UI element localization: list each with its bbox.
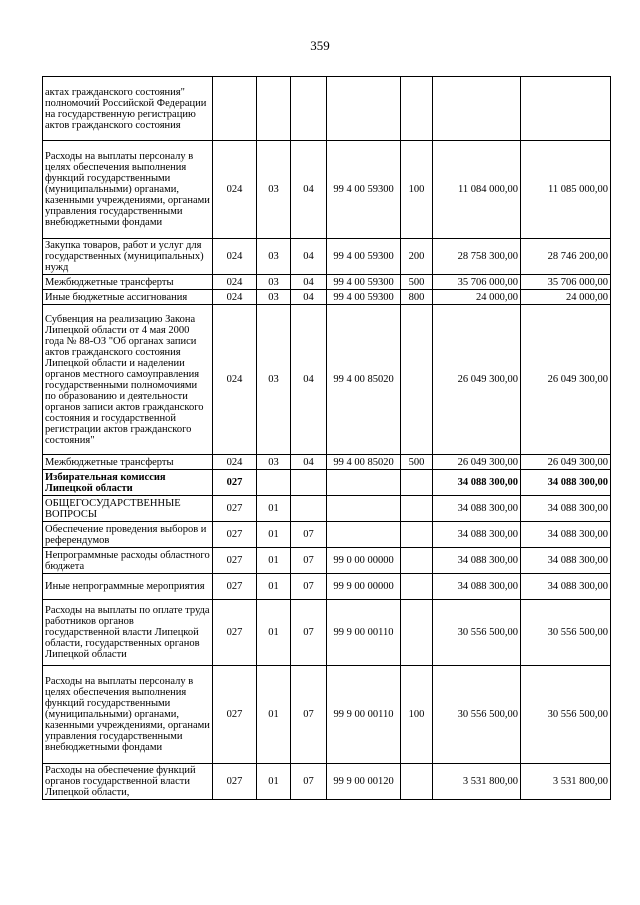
cell-subsection: 04	[291, 290, 327, 305]
cell-amount-year2: 24 000,00	[521, 290, 611, 305]
table-row	[43, 290, 611, 305]
cell-name: актах гражданского состояния" полномочий Российской Федерации на государственную регистрацию актов гражданского состояния	[43, 77, 213, 141]
cell-subsection	[291, 496, 327, 522]
cell-section: 01	[257, 496, 291, 522]
cell-name: ОБЩЕГОСУДАРСТВЕННЫЕ ВОПРОСЫ	[43, 496, 213, 522]
table-row	[43, 764, 611, 800]
cell-amount-year1: 26 049 300,00	[433, 305, 521, 455]
cell-admin-code: 027	[213, 666, 257, 764]
cell-expense-kind	[401, 496, 433, 522]
cell-name: Расходы на выплаты персоналу в целях обеспечения выполнения функций государственными (муниципальными) органами, казенными учреждениями, органами управления государственными внебюджетными фондами	[43, 141, 213, 239]
cell-target-article: 99 4 00 59300	[327, 239, 401, 275]
cell-subsection: 07	[291, 764, 327, 800]
cell-expense-kind: 100	[401, 141, 433, 239]
cell-target-article: 99 9 00 00120	[327, 764, 401, 800]
cell-amount-year2: 3 531 800,00	[521, 764, 611, 800]
table-row	[43, 77, 611, 141]
cell-section: 01	[257, 666, 291, 764]
cell-name: Избирательная комиссия Липецкой области	[43, 470, 213, 496]
cell-admin-code: 024	[213, 239, 257, 275]
cell-admin-code: 027	[213, 574, 257, 600]
cell-section: 01	[257, 548, 291, 574]
table-row	[43, 455, 611, 470]
cell-amount-year1: 24 000,00	[433, 290, 521, 305]
cell-admin-code: 024	[213, 305, 257, 455]
cell-admin-code: 024	[213, 290, 257, 305]
cell-section: 03	[257, 239, 291, 275]
cell-expense-kind: 500	[401, 455, 433, 470]
cell-expense-kind	[401, 574, 433, 600]
cell-target-article	[327, 522, 401, 548]
cell-amount-year1: 26 049 300,00	[433, 455, 521, 470]
cell-amount-year2: 34 088 300,00	[521, 548, 611, 574]
cell-expense-kind: 100	[401, 666, 433, 764]
cell-admin-code: 024	[213, 455, 257, 470]
cell-section	[257, 470, 291, 496]
cell-subsection: 04	[291, 275, 327, 290]
cell-admin-code: 027	[213, 548, 257, 574]
cell-section: 03	[257, 455, 291, 470]
cell-target-article: 99 9 00 00110	[327, 600, 401, 666]
cell-amount-year2: 34 088 300,00	[521, 574, 611, 600]
table-row	[43, 496, 611, 522]
cell-amount-year1: 34 088 300,00	[433, 574, 521, 600]
cell-amount-year1: 34 088 300,00	[433, 470, 521, 496]
cell-section: 03	[257, 290, 291, 305]
cell-amount-year2	[521, 77, 611, 141]
cell-amount-year1: 30 556 500,00	[433, 666, 521, 764]
cell-admin-code: 024	[213, 275, 257, 290]
cell-amount-year1: 34 088 300,00	[433, 496, 521, 522]
cell-subsection: 07	[291, 666, 327, 764]
cell-target-article	[327, 496, 401, 522]
cell-subsection: 07	[291, 574, 327, 600]
cell-name: Субвенция на реализацию Закона Липецкой области от 4 мая 2000 года № 88-ОЗ "Об органах записи актов гражданского состояния Липецкой области и наделении органов местного самоуправления государственными полномочиями по образованию и деятельности органов записи актов гражданского состояния и государственной регистрации актов гражданского состояния"	[43, 305, 213, 455]
cell-amount-year1: 28 758 300,00	[433, 239, 521, 275]
cell-expense-kind	[401, 764, 433, 800]
budget-table	[42, 76, 611, 800]
cell-section: 01	[257, 574, 291, 600]
cell-expense-kind: 200	[401, 239, 433, 275]
cell-amount-year2: 30 556 500,00	[521, 600, 611, 666]
cell-amount-year1: 30 556 500,00	[433, 600, 521, 666]
cell-target-article	[327, 77, 401, 141]
cell-target-article: 99 4 00 85020	[327, 305, 401, 455]
cell-expense-kind	[401, 470, 433, 496]
cell-subsection: 04	[291, 305, 327, 455]
cell-target-article: 99 4 00 59300	[327, 141, 401, 239]
cell-amount-year1: 11 084 000,00	[433, 141, 521, 239]
cell-admin-code	[213, 77, 257, 141]
cell-name: Закупка товаров, работ и услуг для государственных (муниципальных) нужд	[43, 239, 213, 275]
cell-amount-year2: 34 088 300,00	[521, 496, 611, 522]
cell-amount-year2: 11 085 000,00	[521, 141, 611, 239]
cell-expense-kind	[401, 600, 433, 666]
cell-amount-year2: 28 746 200,00	[521, 239, 611, 275]
cell-section: 01	[257, 764, 291, 800]
table-row	[43, 574, 611, 600]
table-body	[43, 77, 611, 800]
table-row	[43, 470, 611, 496]
cell-admin-code: 024	[213, 141, 257, 239]
cell-name: Иные бюджетные ассигнования	[43, 290, 213, 305]
cell-subsection	[291, 470, 327, 496]
cell-expense-kind: 800	[401, 290, 433, 305]
cell-target-article: 99 4 00 85020	[327, 455, 401, 470]
cell-section: 01	[257, 600, 291, 666]
table-row	[43, 522, 611, 548]
cell-amount-year2: 26 049 300,00	[521, 455, 611, 470]
cell-admin-code: 027	[213, 496, 257, 522]
cell-target-article	[327, 470, 401, 496]
cell-amount-year2: 30 556 500,00	[521, 666, 611, 764]
cell-target-article: 99 9 00 00000	[327, 574, 401, 600]
cell-amount-year2: 34 088 300,00	[521, 470, 611, 496]
cell-name: Межбюджетные трансферты	[43, 455, 213, 470]
cell-subsection: 07	[291, 548, 327, 574]
cell-name: Иные непрограммные мероприятия	[43, 574, 213, 600]
cell-section: 01	[257, 522, 291, 548]
cell-expense-kind	[401, 548, 433, 574]
cell-target-article: 99 0 00 00000	[327, 548, 401, 574]
table-row	[43, 239, 611, 275]
cell-amount-year1: 35 706 000,00	[433, 275, 521, 290]
cell-amount-year2: 35 706 000,00	[521, 275, 611, 290]
cell-target-article: 99 9 00 00110	[327, 666, 401, 764]
cell-amount-year1: 34 088 300,00	[433, 522, 521, 548]
cell-target-article: 99 4 00 59300	[327, 275, 401, 290]
cell-name: Расходы на выплаты персоналу в целях обеспечения выполнения функций государственными (муниципальными) органами, казенными учреждениями, органами управления государственными внебюджетными фондами	[43, 666, 213, 764]
cell-name: Непрограммные расходы областного бюджета	[43, 548, 213, 574]
cell-section: 03	[257, 141, 291, 239]
cell-amount-year2: 34 088 300,00	[521, 522, 611, 548]
cell-amount-year1: 34 088 300,00	[433, 548, 521, 574]
table-row	[43, 600, 611, 666]
cell-name: Межбюджетные трансферты	[43, 275, 213, 290]
cell-admin-code: 027	[213, 600, 257, 666]
cell-subsection: 07	[291, 600, 327, 666]
table-row	[43, 305, 611, 455]
cell-subsection: 07	[291, 522, 327, 548]
cell-amount-year1	[433, 77, 521, 141]
cell-expense-kind: 500	[401, 275, 433, 290]
cell-admin-code: 027	[213, 764, 257, 800]
table-row	[43, 275, 611, 290]
cell-section	[257, 77, 291, 141]
cell-expense-kind	[401, 305, 433, 455]
cell-subsection	[291, 77, 327, 141]
table-row	[43, 141, 611, 239]
page-number: 359	[310, 38, 330, 53]
cell-expense-kind	[401, 77, 433, 141]
cell-subsection: 04	[291, 455, 327, 470]
cell-amount-year1: 3 531 800,00	[433, 764, 521, 800]
cell-amount-year2: 26 049 300,00	[521, 305, 611, 455]
cell-admin-code: 027	[213, 522, 257, 548]
cell-subsection: 04	[291, 141, 327, 239]
cell-section: 03	[257, 275, 291, 290]
cell-name: Обеспечение проведения выборов и референдумов	[43, 522, 213, 548]
cell-admin-code: 027	[213, 470, 257, 496]
table-row	[43, 548, 611, 574]
cell-subsection: 04	[291, 239, 327, 275]
cell-section: 03	[257, 305, 291, 455]
table-row	[43, 666, 611, 764]
cell-target-article: 99 4 00 59300	[327, 290, 401, 305]
cell-expense-kind	[401, 522, 433, 548]
cell-name: Расходы на выплаты по оплате труда работников органов государственной власти Липецкой области, государственных органов Липецкой области	[43, 600, 213, 666]
cell-name: Расходы на обеспечение функций органов государственной власти Липецкой области,	[43, 764, 213, 800]
